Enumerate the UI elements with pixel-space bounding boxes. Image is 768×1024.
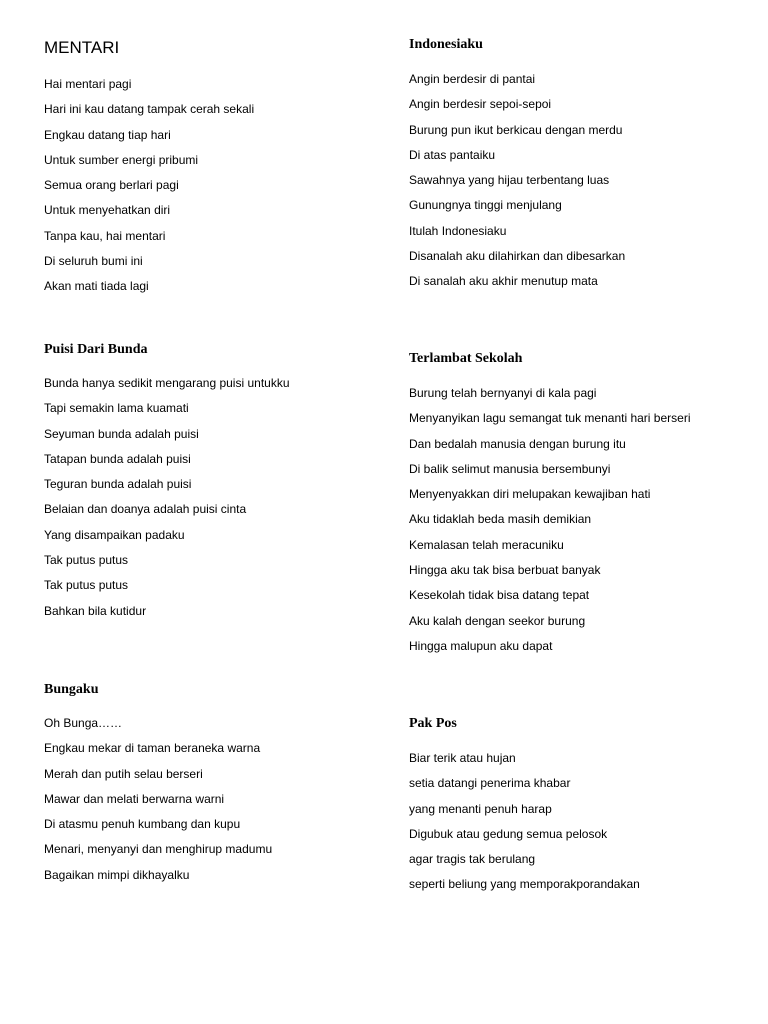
- poem-line: setia datangi penerima khabar: [409, 776, 571, 791]
- poem-line: Kesekolah tidak bisa datang tepat: [409, 588, 590, 603]
- poem-puisi-dari-bunda: [44, 341, 384, 618]
- poem-line: Hai mentari pagi: [44, 77, 132, 91]
- poem-line: Belaian dan doanya adalah puisi cinta: [44, 502, 247, 517]
- poem-line: Aku tidaklah beda masih demikian: [409, 512, 592, 527]
- poem-title: Bungaku: [44, 682, 99, 697]
- poem-line: Digubuk atau gedung semua pelosok: [409, 826, 608, 841]
- poem-line: Menyanyikan lagu semangat tuk menanti hari berseri: [409, 411, 691, 426]
- poem-line: Merah dan putih selau berseri: [44, 766, 203, 781]
- poem-title: Indonesiaku: [409, 37, 483, 52]
- poem-line: Hingga aku tak bisa berbuat banyak: [409, 563, 601, 578]
- poem-line: Bahkan bila kutidur: [44, 603, 147, 618]
- poem-line: Engkau mekar di taman beraneka warna: [44, 741, 261, 756]
- poem-mentari: [44, 38, 384, 294]
- poem-line: Hingga malupun aku dapat: [409, 638, 553, 653]
- poem-line: Di sanalah aku akhir menutup mata: [409, 274, 598, 289]
- poem-line: Tak putus putus: [44, 578, 129, 593]
- poem-line: Tapi semakin lama kuamati: [44, 401, 189, 416]
- poem-line: Semua orang berlari pagi: [44, 178, 179, 193]
- poem-title: Puisi Dari Bunda: [44, 342, 148, 357]
- poem-lines: [409, 750, 640, 902]
- poem-line: Tatapan bunda adalah puisi: [44, 451, 191, 466]
- poem-line: Burung telah bernyanyi di kala pagi: [409, 386, 597, 400]
- poem-line: Untuk sumber energi pribumi: [44, 152, 199, 167]
- poem-line: Di balik selimut manusia bersembunyi: [409, 461, 611, 476]
- poem-line: Disanalah aku dilahirkan dan dibesarkan: [409, 249, 626, 264]
- poem-line: seperti beliung yang memporakporandakan: [409, 877, 640, 892]
- poem-line: Gunungnya tinggi menjulang: [409, 198, 562, 213]
- poem-line: Di atas pantaiku: [409, 147, 496, 162]
- poem-lines: [44, 76, 254, 304]
- poem-indonesiaku: [409, 36, 749, 289]
- poem-line: Oh Bunga……: [44, 716, 123, 730]
- poem-line: Bagaikan mimpi dikhayalku: [44, 867, 190, 882]
- poem-line: Angin berdesir sepoi-sepoi: [409, 97, 552, 112]
- poem-line: Biar terik atau hujan: [409, 751, 516, 765]
- poem-line: Sawahnya yang hijau terbentang luas: [409, 173, 610, 188]
- poem-line: Yang disampaikan padaku: [44, 527, 185, 542]
- poem-line: agar tragis tak berulang: [409, 852, 536, 867]
- poem-line: Akan mati tiada lagi: [44, 279, 149, 294]
- poem-line: Untuk menyehatkan diri: [44, 203, 171, 218]
- poem-line: Tanpa kau, hai mentari: [44, 228, 166, 243]
- poem-line: Kemalasan telah meracuniku: [409, 537, 564, 552]
- poem-lines: [44, 715, 272, 892]
- poem-line: Tak putus putus: [44, 553, 129, 568]
- poem-line: Bunda hanya sedikit mengarang puisi untukku: [44, 376, 290, 390]
- poem-line: Aku kalah dengan seekor burung: [409, 613, 586, 628]
- poem-title: Pak Pos: [409, 716, 457, 731]
- poem-title: MENTARI: [44, 38, 120, 57]
- poem-line: Hari ini kau datang tampak cerah sekali: [44, 102, 255, 117]
- poem-lines: [409, 385, 690, 663]
- poem-lines: [44, 375, 290, 628]
- poem-line: Burung pun ikut berkicau dengan merdu: [409, 122, 623, 137]
- poem-terlambat-sekolah: [409, 350, 749, 653]
- poem-line: Angin berdesir di pantai: [409, 72, 536, 86]
- poem-line: Di seluruh bumi ini: [44, 254, 143, 269]
- poem-line: Dan bedalah manusia dengan burung itu: [409, 436, 626, 451]
- poem-pak-pos: [409, 715, 749, 892]
- poem-line: Seyuman bunda adalah puisi: [44, 426, 199, 441]
- poem-line: Itulah Indonesiaku: [409, 223, 507, 238]
- poem-line: Teguran bunda adalah puisi: [44, 477, 192, 492]
- poem-line: yang menanti penuh harap: [409, 801, 552, 816]
- poem-line: Menari, menyanyi dan menghirup madumu: [44, 842, 273, 857]
- poem-lines: [409, 71, 625, 299]
- poem-bungaku: [44, 681, 384, 882]
- poem-line: Mawar dan melati berwarna warni: [44, 791, 225, 806]
- poem-line: Di atasmu penuh kumbang dan kupu: [44, 817, 241, 832]
- poem-line: Engkau datang tiap hari: [44, 127, 171, 142]
- poem-title: Terlambat Sekolah: [409, 351, 523, 366]
- poem-line: Menyenyakkan diri melupakan kewajiban hati: [409, 487, 651, 502]
